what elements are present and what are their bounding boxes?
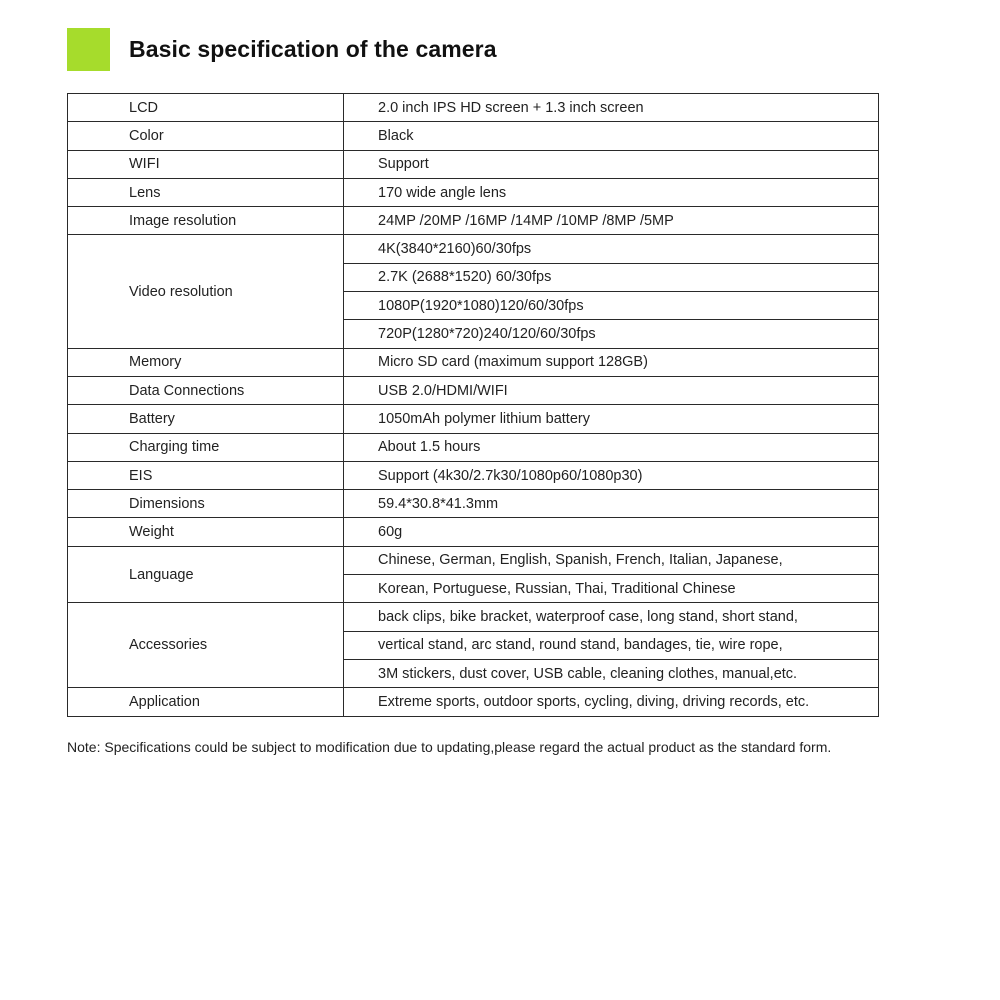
accent-square (67, 28, 110, 71)
spec-label: Image resolution (68, 207, 344, 235)
spec-label: Weight (68, 518, 344, 546)
table-row (68, 688, 879, 716)
spec-value: 2.7K (2688*1520) 60/30fps (344, 263, 879, 291)
table-row (68, 546, 879, 574)
spec-label: WIFI (68, 150, 344, 178)
table-row (68, 433, 879, 461)
spec-value: 1050mAh polymer lithium battery (344, 405, 879, 433)
spec-label: Video resolution (68, 235, 344, 348)
table-row (68, 178, 879, 206)
spec-value: 60g (344, 518, 879, 546)
note-text: Note: Specifications could be subject to modification due to updating,please regard the actual product as the standard form. (67, 739, 832, 755)
spec-value: 1080P(1920*1080)120/60/30fps (344, 292, 879, 320)
table-row (68, 122, 879, 150)
table-row (68, 518, 879, 546)
spec-value: 2.0 inch IPS HD screen + 1.3 inch screen (344, 94, 879, 122)
spec-value: 170 wide angle lens (344, 178, 879, 206)
spec-value: 720P(1280*720)240/120/60/30fps (344, 320, 879, 348)
spec-value: 59.4*30.8*41.3mm (344, 490, 879, 518)
table-row (68, 376, 879, 404)
table-row (68, 235, 879, 263)
spec-label: Language (68, 546, 344, 603)
spec-value: vertical stand, arc stand, round stand, bandages, tie, wire rope, (344, 631, 879, 659)
spec-label: Battery (68, 405, 344, 433)
spec-value: Korean, Portuguese, Russian, Thai, Traditional Chinese (344, 575, 879, 603)
spec-value: About 1.5 hours (344, 433, 879, 461)
spec-label: Charging time (68, 433, 344, 461)
spec-value: Black (344, 122, 879, 150)
spec-label: Color (68, 122, 344, 150)
spec-label: LCD (68, 94, 344, 122)
spec-value: 3M stickers, dust cover, USB cable, cleaning clothes, manual,etc. (344, 659, 879, 687)
spec-value: USB 2.0/HDMI/WIFI (344, 376, 879, 404)
table-row (68, 603, 879, 631)
spec-label: Accessories (68, 603, 344, 688)
spec-label: Lens (68, 178, 344, 206)
table-row (68, 461, 879, 489)
table-row (68, 348, 879, 376)
table-row (68, 490, 879, 518)
spec-value: Extreme sports, outdoor sports, cycling, diving, driving records, etc. (344, 688, 879, 716)
spec-label: Memory (68, 348, 344, 376)
spec-value: Chinese, German, English, Spanish, French, Italian, Japanese, (344, 546, 879, 574)
spec-table (67, 93, 879, 717)
spec-label: Dimensions (68, 490, 344, 518)
table-row (68, 150, 879, 178)
table-row (68, 94, 879, 122)
spec-value: Micro SD card (maximum support 128GB) (344, 348, 879, 376)
spec-value: 24MP /20MP /16MP /14MP /10MP /8MP /5MP (344, 207, 879, 235)
spec-label: EIS (68, 461, 344, 489)
spec-value: Support (4k30/2.7k30/1080p60/1080p30) (344, 461, 879, 489)
spec-label: Application (68, 688, 344, 716)
table-row (68, 207, 879, 235)
spec-table-body (68, 94, 879, 717)
table-row (68, 405, 879, 433)
spec-label: Data Connections (68, 376, 344, 404)
page-title: Basic specification of the camera (129, 36, 497, 62)
spec-value: back clips, bike bracket, waterproof case, long stand, short stand, (344, 603, 879, 631)
spec-value: Support (344, 150, 879, 178)
header (67, 28, 497, 71)
spec-value: 4K(3840*2160)60/30fps (344, 235, 879, 263)
